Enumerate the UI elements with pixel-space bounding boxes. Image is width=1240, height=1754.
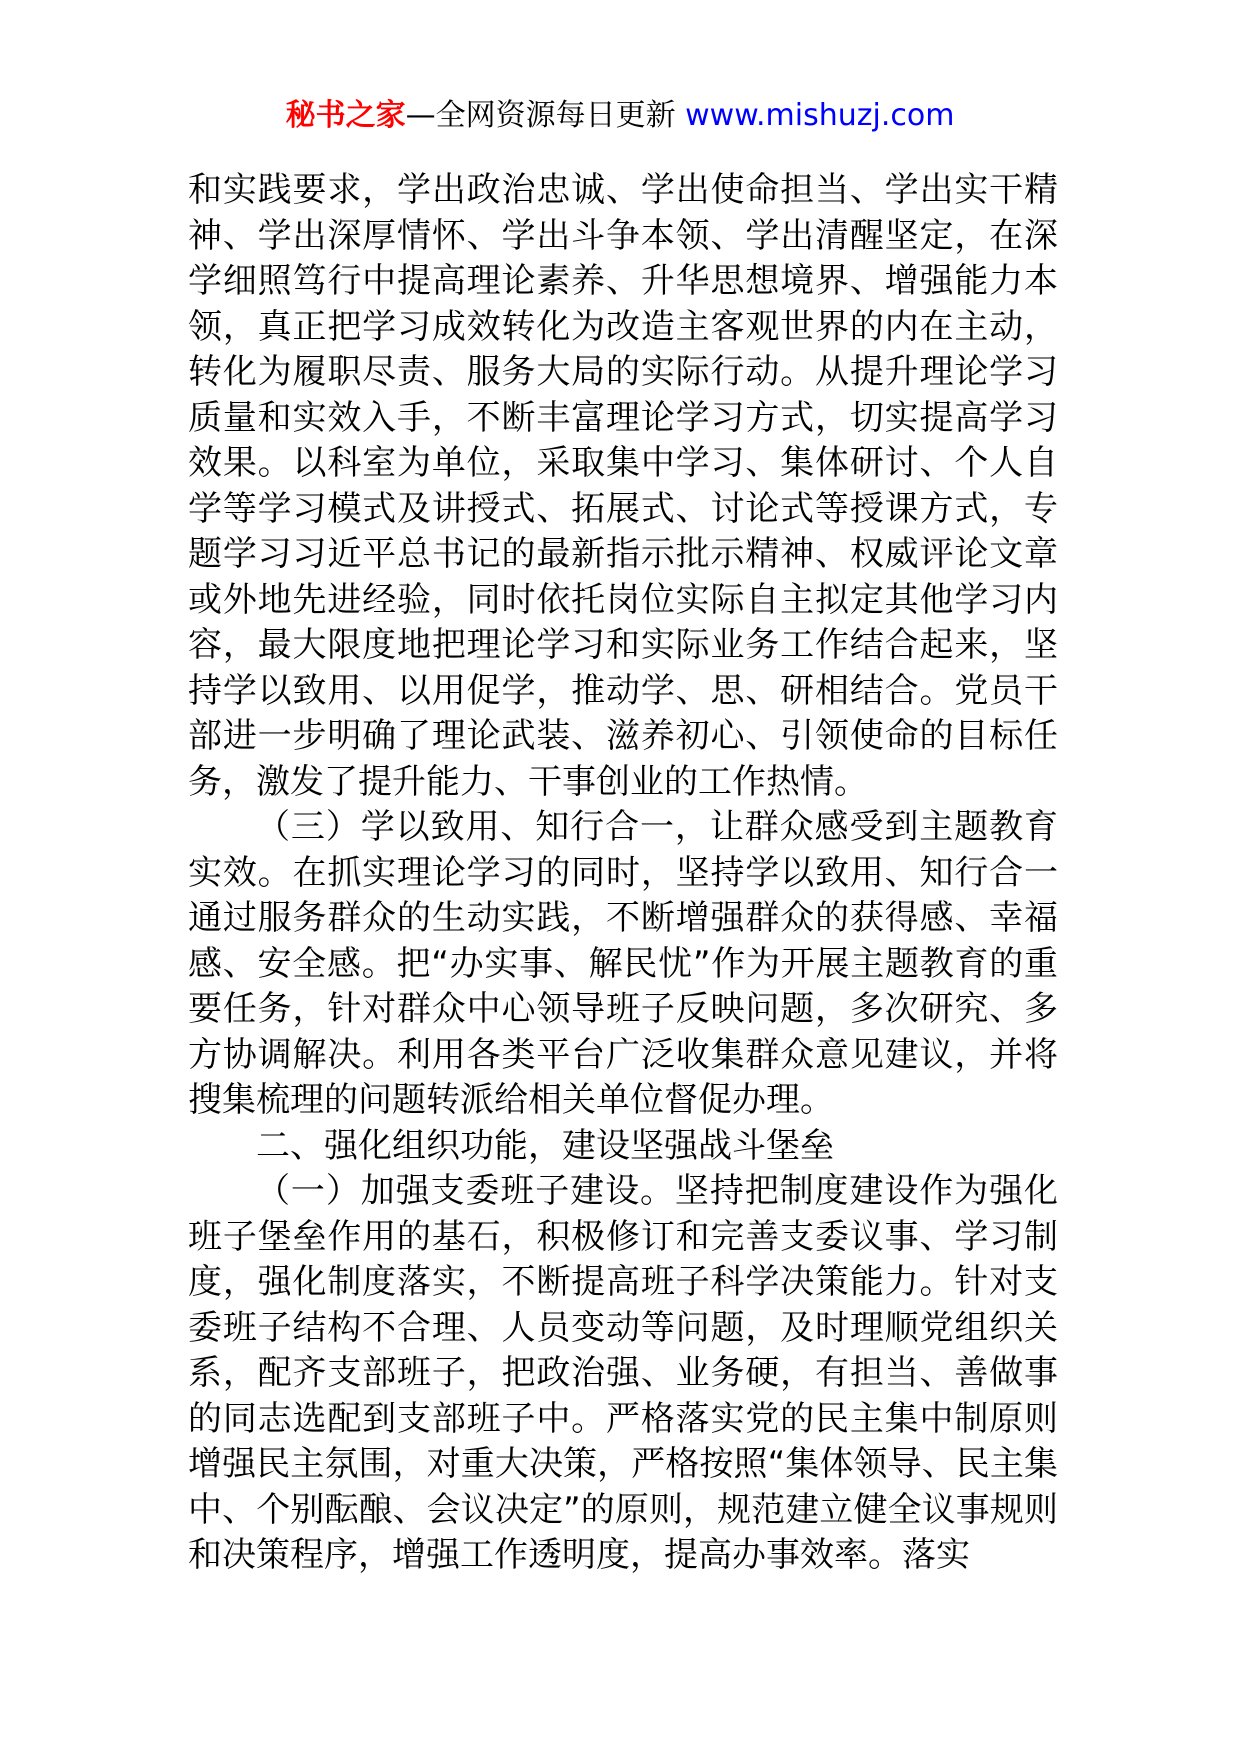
- document-body: [188, 168, 1058, 1579]
- paragraph-subsection-one: （一）加强支委班子建设。坚持把制度建设作为强化班子堡垒作用的基石，积极修订和完善支委议事、学习制度，强化制度落实，不断提高班子科学决策能力。针对支委班子结构不合理、人员变动等问题，及时理顺党组织关系，配齐支部班子，把政治强、业务硬，有担当、善做事的同志选配到支部班子中。严格落实党的民主集中制原则增强民主氛围，对重大决策，严格按照“集体领导、民主集中、个别酝酿、会议决定”的原则，规范建立健全议事规则和决策程序，增强工作透明度，提高办事效率。落实: [188, 1171, 1058, 1575]
- page-header: [0, 96, 1240, 136]
- website-link[interactable]: www.mishuzj.com: [685, 98, 955, 133]
- section-heading-two: 二、强化组织功能，建设坚强战斗堡垒: [256, 1125, 834, 1166]
- paragraph-continuation: 和实践要求，学出政治忠诚、学出使命担当、学出实干精神、学出深厚情怀、学出斗争本领、学出清醒坚定，在深学细照笃行中提高理论素养、升华思想境界、增强能力本领，真正把学习成效转化为改造主客观世界的内在主动，转化为履职尽责、服务大局的实际行动。从提升理论学习质量和实效入手，不断丰富理论学习方式，切实提高学习效果。以科室为单位，采取集中学习、集体研讨、个人自学等学习模式及讲授式、拓展式、讨论式等授课方式，专题学习习近平总书记的最新指示批示精神、权威评论文章或外地先进经验，同时依托岗位实际自主拟定其他学习内容，最大限度地把理论学习和实际业务工作结合起来，坚持学以致用、以用促学，推动学、思、研相结合。党员干部进一步明确了理论武装、滋养初心、引领使命的目标任务，激发了提升能力、干事创业的工作热情。: [188, 170, 1058, 802]
- brand-name: 秘书之家: [285, 98, 406, 133]
- header-tagline: —全网资源每日更新: [405, 98, 686, 133]
- paragraph-section-three: （三）学以致用、知行合一，让群众感受到主题教育实效。在抓实理论学习的同时，坚持学以致用、知行合一通过服务群众的生动实践，不断增强群众的获得感、幸福感、安全感。把“办实事、解民忧”作为开展主题教育的重要任务，针对群众中心领导班子反映问题，多次研究、多方协调解决。利用各类平台广泛收集群众意见建议，并将搜集梳理的问题转派给相关单位督促办理。: [188, 807, 1058, 1120]
